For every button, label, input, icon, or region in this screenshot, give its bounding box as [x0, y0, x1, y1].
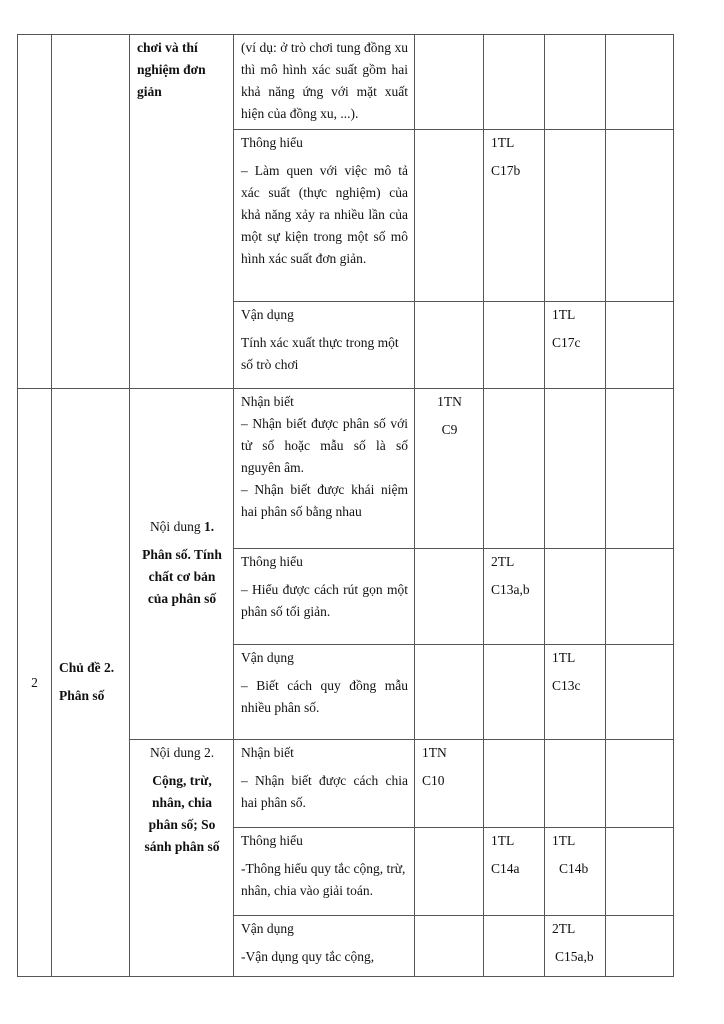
level-cell-4 — [606, 645, 674, 740]
question-count: 1TL — [552, 307, 576, 322]
level-cell-1 — [415, 828, 484, 916]
level-cell-2 — [484, 828, 545, 916]
level-cell-4 — [606, 35, 674, 130]
chapter-name: Phân số — [59, 687, 105, 703]
topic-cell — [130, 35, 234, 389]
level-cell-2 — [484, 302, 545, 389]
question-code: C13c — [552, 678, 581, 693]
level-cell-1 — [415, 389, 484, 549]
level-heading: Thông hiểu — [241, 833, 303, 848]
question-code: C14b — [559, 861, 589, 876]
content-number: 1. — [203, 519, 215, 534]
level-cell-3 — [545, 389, 606, 549]
description-text: Tính xác xuất thực trong một số trò chơi — [241, 335, 399, 372]
level-heading: Vận dụng — [241, 921, 294, 936]
chapter-cell — [52, 35, 130, 389]
description-text: -Thông hiểu quy tắc cộng, trừ, nhân, chia vào giải toán. — [241, 861, 406, 898]
content-title: Cộng, trừ, nhân, chia phân số; So sánh phân số — [144, 773, 220, 854]
question-code: C13a,b — [491, 582, 530, 597]
description-cell — [234, 35, 415, 130]
question-code: C9 — [441, 422, 458, 437]
description-text: – Nhận biết được khái niệm hai phân số bằng nhau — [241, 482, 408, 519]
description-cell — [234, 389, 415, 549]
level-cell-4 — [606, 916, 674, 977]
level-cell-3 — [545, 828, 606, 916]
table-row — [18, 389, 674, 549]
level-cell-3 — [545, 740, 606, 828]
question-code: C14a — [491, 861, 520, 876]
question-count: 1TL — [491, 135, 515, 150]
level-cell-2 — [484, 916, 545, 977]
description-text: – Làm quen với việc mô tả xác suất (thực nghiệm) của khả năng xảy ra nhiều lần của một sự kiện trong một số mô hình xác suất đơn giản. — [241, 163, 408, 266]
content-number: 2. — [203, 745, 215, 760]
level-cell-2 — [484, 389, 545, 549]
description-cell — [234, 645, 415, 740]
question-code: C17c — [552, 335, 581, 350]
assessment-matrix-table — [17, 34, 674, 977]
description-text: – Nhận biết được phân số với tử số hoặc mẫu số là số nguyên âm. — [241, 416, 408, 475]
table-row — [18, 35, 674, 130]
level-cell-3 — [545, 35, 606, 130]
topic-text: chơi và thí nghiệm đơn giản — [137, 40, 206, 99]
level-cell-1 — [415, 35, 484, 130]
question-count: 1TL — [552, 650, 576, 665]
level-cell-3 — [545, 130, 606, 302]
level-cell-2 — [484, 549, 545, 645]
description-cell — [234, 130, 415, 302]
level-cell-4 — [606, 828, 674, 916]
question-code: C17b — [491, 163, 521, 178]
description-cell — [234, 828, 415, 916]
level-cell-1 — [415, 916, 484, 977]
level-cell-1 — [415, 130, 484, 302]
level-cell-3 — [545, 302, 606, 389]
level-heading: Vận dụng — [241, 650, 294, 665]
stt-cell — [18, 35, 52, 389]
topic-cell — [130, 389, 234, 740]
description-text: – Biết cách quy đồng mẫu nhiều phân số. — [241, 678, 408, 715]
question-code: C10 — [422, 773, 445, 788]
stt-number: 2 — [31, 674, 38, 690]
description-cell — [234, 302, 415, 389]
chapter-title: Chủ đề 2. — [59, 659, 115, 675]
question-count: 1TL — [552, 833, 576, 848]
level-cell-1 — [415, 645, 484, 740]
level-heading: Thông hiểu — [241, 135, 303, 150]
question-count: 2TL — [491, 554, 515, 569]
description-cell — [234, 916, 415, 977]
content-title: Phân số. Tính chất cơ bản của phân số — [142, 547, 222, 606]
question-count: 1TN — [422, 745, 447, 760]
description-text: – Nhận biết được cách chia hai phân số. — [241, 773, 408, 810]
description-cell — [234, 549, 415, 645]
level-cell-3 — [545, 549, 606, 645]
level-cell-3 — [545, 916, 606, 977]
content-prefix: Nội dung — [149, 745, 204, 760]
level-cell-4 — [606, 130, 674, 302]
level-cell-4 — [606, 389, 674, 549]
level-heading: Vận dụng — [241, 307, 294, 322]
level-cell-3 — [545, 645, 606, 740]
level-cell-1 — [415, 549, 484, 645]
level-cell-2 — [484, 740, 545, 828]
topic-cell — [130, 740, 234, 977]
question-count: 2TL — [552, 921, 576, 936]
level-cell-1 — [415, 740, 484, 828]
level-cell-4 — [606, 302, 674, 389]
description-text: (ví dụ: ở trò chơi tung đồng xu thì mô hình xác suất gồm hai khả năng ứng với mặt xuất hiện của đồng xu, ...). — [241, 40, 408, 121]
chapter-cell — [52, 389, 130, 977]
level-heading: Thông hiểu — [241, 554, 303, 569]
level-cell-2 — [484, 130, 545, 302]
content-prefix: Nội dung — [149, 519, 204, 534]
level-cell-1 — [415, 302, 484, 389]
level-cell-4 — [606, 549, 674, 645]
level-cell-2 — [484, 645, 545, 740]
stt-cell — [18, 389, 52, 977]
question-code: C15a,b — [555, 949, 594, 964]
level-heading: Nhận biết — [241, 394, 294, 409]
question-count: 1TN — [437, 394, 462, 409]
level-cell-2 — [484, 35, 545, 130]
level-cell-4 — [606, 740, 674, 828]
question-count: 1TL — [491, 833, 515, 848]
description-text: – Hiểu được cách rút gọn một phân số tối giản. — [241, 582, 408, 619]
description-text: -Vận dụng quy tắc cộng, — [241, 949, 375, 964]
description-cell — [234, 740, 415, 828]
level-heading: Nhận biết — [241, 745, 294, 760]
